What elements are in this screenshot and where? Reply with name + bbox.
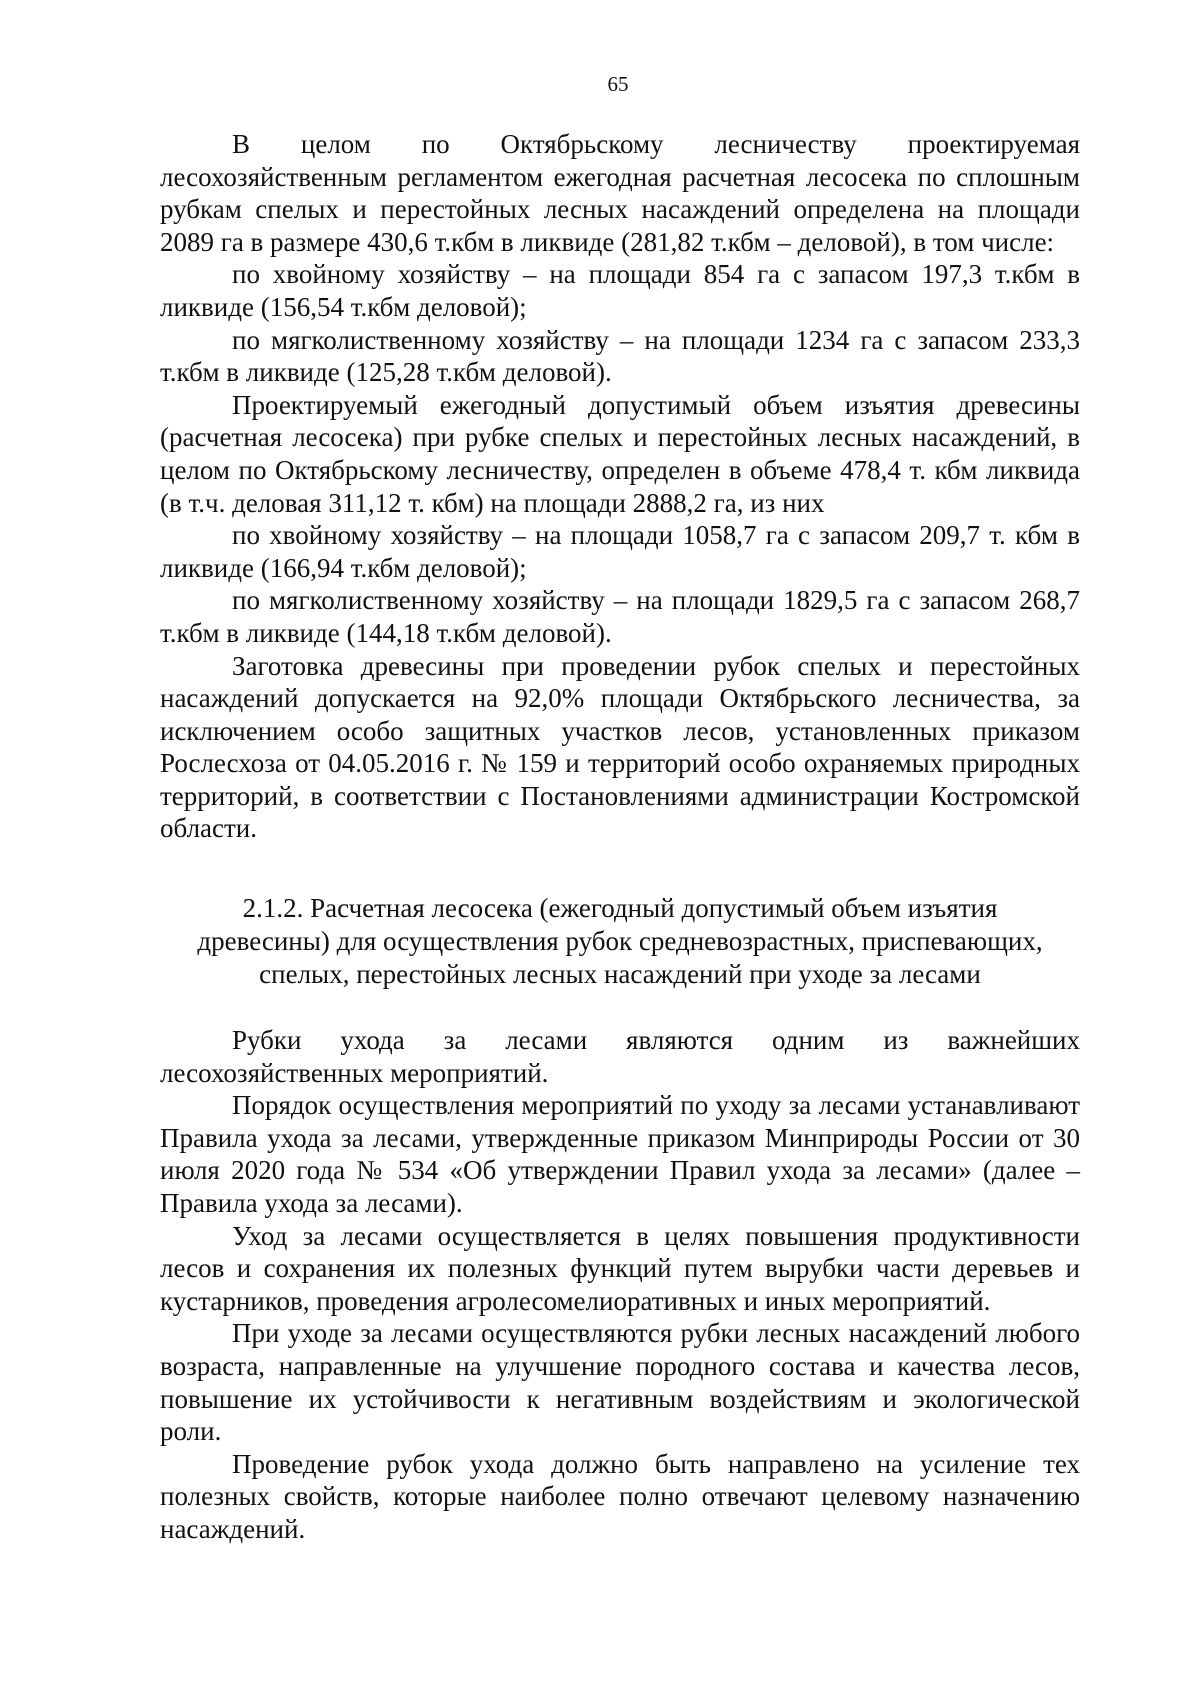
section-heading-line: спелых, перестойных лесных насаждений при уходе за лесами (259, 959, 981, 990)
paragraph-soft-leaved: по мягколиственному хозяйству – на площади 1234 га с запасом 233,3 т.кбм в ликвиде (125,28 т.кбм деловой). (160, 324, 1080, 388)
section-heading-line: древесины) для осуществления рубок средневозрастных, приспевающих, (197, 926, 1043, 957)
page-number: 65 (607, 72, 629, 96)
paragraph-thinning-rules: Порядок осуществления мероприятий по уходу за лесами устанавливают Правила ухода за лесами, утвержденные приказом Минприроды России от 30 июля 2020 года № 534 «Об утверждении Правил ухода за лесами» (далее – Правила ухода за лесами). (160, 1090, 1080, 1219)
paragraph-soft-leaved-2: по мягколиственному хозяйству – на площади 1829,5 га с запасом 268,7 т.кбм в ликвиде (144,18 т.кбм деловой). (160, 585, 1080, 648)
paragraph-harvesting-allowed: Заготовка древесины при проведении рубок спелых и перестойных насаждений допускается на 92,0% площади Октябрьского лесничества, за исключением особо защитных участков лесов, установленных приказом Рослесхоза от 04.05.2016 г. № 159 и территорий особо охраняемых природных территорий, в соответствии с Постановлениями администрации Костромской области. (160, 650, 1080, 844)
paragraph-coniferous-2: по хвойному хозяйству – на площади 1058,7 га с запасом 209,7 т. кбм в ликвиде (166,94 т.кбм деловой); (160, 520, 1080, 583)
paragraph-allowable-cut-summary: В целом по Октябрьскому лесничеству проектируемая лесохозяйственным регламентом ежегодная расчетная лесосека по сплошным рубкам спелых и перестойных лесных насаждений определена на площади 2089 га в размере 430,6 т.кбм в ликвиде (281,82 т.кбм – деловой), в том числе: (160, 129, 1080, 257)
paragraph-coniferous: по хвойному хозяйству – на площади 854 га с запасом 197,3 т.кбм в ликвиде (156,54 т.кбм деловой); (160, 259, 1080, 322)
paragraph-care-direction: Проведение рубок ухода должно быть направлено на усиление тех полезных свойств, которые наиболее полно отвечают целевому назначению насаждений. (160, 1448, 1080, 1544)
spacer (160, 991, 1080, 1024)
document-body (160, 128, 1080, 1546)
paragraph-care-fellings: При уходе за лесами осуществляются рубки лесных насаждений любого возраста, направленные на улучшение породного состава и качества лесов, повышение их устойчивости к негативным воздействиям и экологической роли. (160, 1318, 1080, 1447)
section-heading-line: 2.1.2. Расчетная лесосека (ежегодный допустимый объем изъятия (242, 893, 998, 924)
paragraph-projected-volume: Проектируемый ежегодный допустимый объем изъятия древесины (расчетная лесосека) при рубке спелых и перестойных лесных насаждений, в целом по Октябрьскому лесничеству, определен в объеме 478,4 т. кбм ликвида (в т.ч. деловая 311,12 т. кбм) на площади 2888,2 га, из них (160, 389, 1080, 518)
paragraph-care-purpose: Уход за лесами осуществляется в целях повышения продуктивности лесов и сохранения их полезных функций путем вырубки части деревьев и кустарников, проведения агролесомелиоративных и иных мероприятий. (160, 1220, 1080, 1316)
paragraph-thinning-intro: Рубки ухода за лесами являются одним из важнейших лесохозяйственных мероприятий. (160, 1025, 1080, 1088)
section-heading (160, 892, 1080, 991)
